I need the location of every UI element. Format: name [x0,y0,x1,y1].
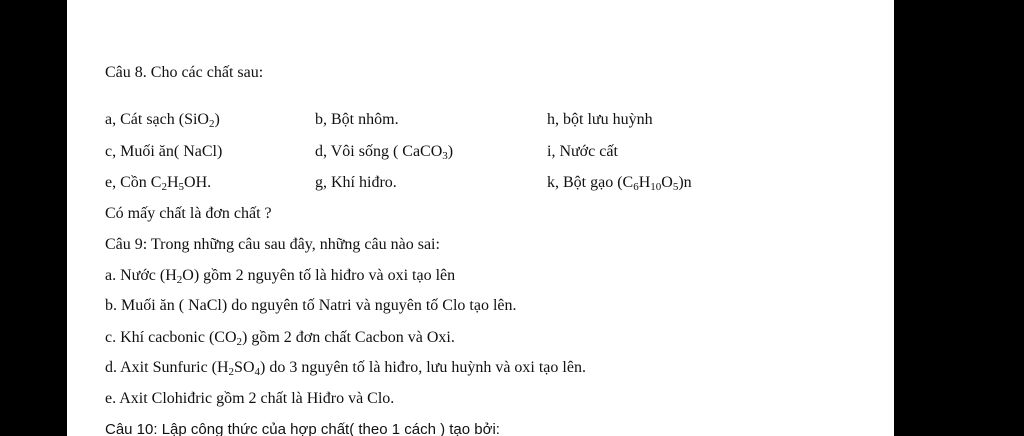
q8-title: Câu 8. Cho các chất sau: [105,64,264,81]
q8-item-c: c, Muối ăn( NaCl) [105,143,223,160]
q8-item-b: b, Bột nhôm. [315,111,399,128]
q8-item-e: e, Cồn $C_2H_5OH$. [105,174,212,193]
q8-item-i: i, Nước cất [547,143,618,160]
q8-question: Có mấy chất là đơn chất ? [105,205,272,222]
q8-item-a: a, Cát sạch (SiO$_2$) [105,111,220,130]
q8-item-k: k, Bột gạo $(C_6H_{10}O_5)n$ [547,174,692,193]
q10-title: Câu 10: Lập công thức của hợp chất( theo 1 cách ) tạo bởi: [105,421,500,436]
q9-item-e: e. Axit Clohiđric gồm 2 chất là Hiđro và Clo. [105,390,395,407]
q9-item-a: a. Nước $(H_2O)$ gồm 2 nguyên tố là hiđro và oxi tạo lên [105,267,456,286]
q9-item-c: c. Khí cacbonic $(CO_2)$ gồm 2 đơn chất Cacbon và Oxi. [105,329,455,348]
q9-item-d: d. Axit Sunfuric $(H_2SO_4)$ do 3 nguyên tố là hiđro, lưu huỳnh và oxi tạo lên. [105,359,586,378]
document-page [67,0,894,436]
q9-item-b: b. Muối ăn ( NaCl) do nguyên tố Natri và nguyên tố Clo tạo lên. [105,297,517,314]
q8-item-d: d, Vôi sống ( CaCO$_3$) [315,143,454,162]
q8-item-g: g, Khí hiđro. [315,174,397,191]
q8-item-h: h, bột lưu huỳnh [547,111,653,128]
q9-title: Câu 9: Trong những câu sau đây, những câu nào sai: [105,236,440,253]
